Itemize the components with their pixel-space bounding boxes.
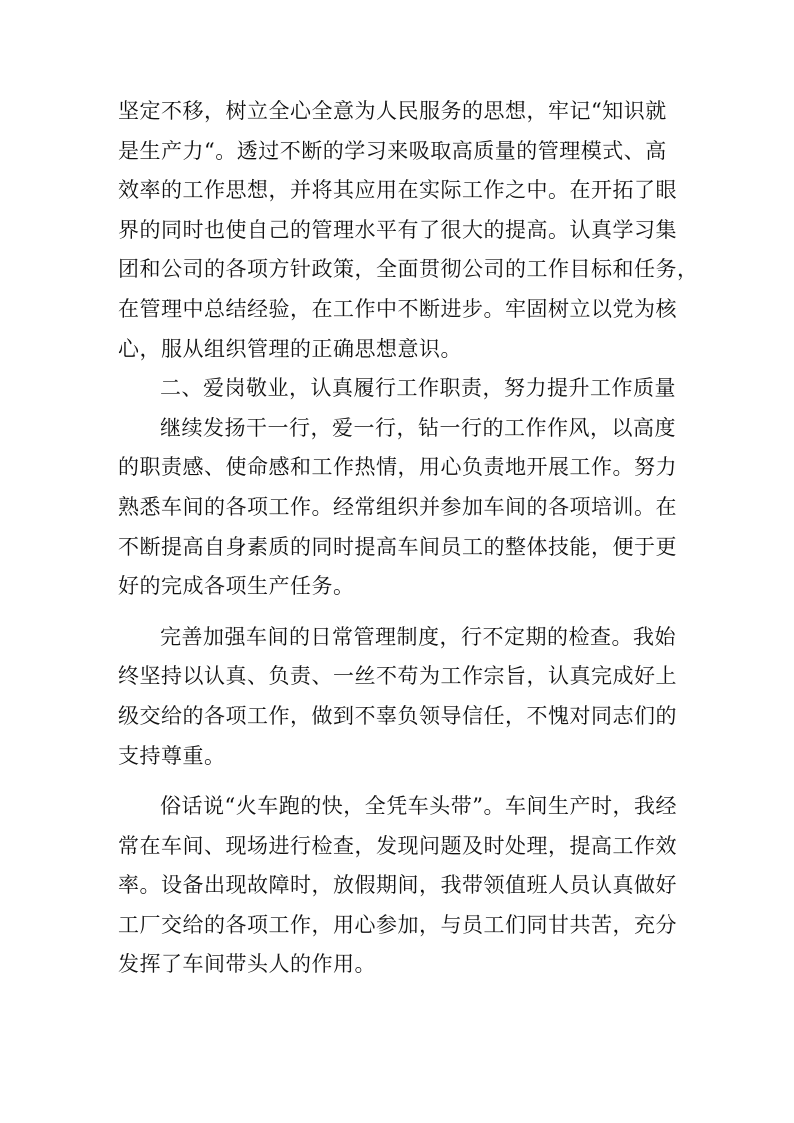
text-line: 团和公司的各项方针政策，全面贯彻公司的工作目标和任务，	[118, 257, 699, 282]
text-line: 完善加强车间的日常管理制度，行不定期的检查。我始	[160, 624, 676, 649]
text-line: 继续发扬干一行，爱一行，钻一行的工作作风，以高度	[160, 415, 676, 440]
section-heading	[118, 369, 678, 409]
text-line: 效率的工作思想，并将其应用在实际工作之中。在开拓了眼	[118, 178, 677, 203]
text-line: 发挥了车间带头人的作用。	[118, 952, 376, 977]
paragraph-4	[118, 787, 678, 985]
document-body	[118, 92, 699, 985]
text-line: 熟悉车间的各项工作。经常组织并参加车间的各项培训。在	[118, 494, 677, 519]
text-line: 级交给的各项工作，做到不辜负领导信任，不愧对同志们的	[118, 703, 677, 728]
heading-line: 二、爱岗敬业，认真履行工作职责，努力提升工作质量	[160, 376, 676, 401]
paragraph-3	[118, 618, 678, 776]
text-line: 坚定不移，树立全心全意为人民服务的思想，牢记“知识就	[118, 99, 667, 123]
text-line: 的职责感、使命感和工作热情，用心负责地开展工作。努力	[118, 455, 677, 480]
text-line: 好的完成各项生产任务。	[118, 574, 355, 599]
paragraph-1	[118, 92, 699, 369]
text-line: 常在车间、现场进行检查，发现问题及时处理，提高工作效	[118, 833, 677, 858]
text-line: 支持尊重。	[118, 743, 226, 768]
text-line: 心，服从组织管理的正确思想意识。	[118, 336, 462, 361]
text-line: 不断提高自身素质的同时提高车间员工的整体技能，便于更	[118, 534, 677, 559]
text-line: 在管理中总结经验，在工作中不断进步。牢固树立以党为核	[118, 296, 677, 321]
text-line: 界的同时也使自己的管理水平有了很大的提高。认真学习集	[118, 217, 677, 242]
paragraph-2	[118, 409, 678, 607]
text-line: 率。设备出现故障时，放假期间，我带领值班人员认真做好	[118, 873, 677, 898]
text-line: 俗话说“火车跑的快，全凭车头带”。车间生产时，我经	[160, 794, 677, 819]
text-line: 工厂交给的各项工作，用心参加，与员工们同甘共苦，充分	[118, 912, 677, 937]
text-line: 是生产力“。透过不断的学习来吸取高质量的管理模式、高	[118, 138, 667, 163]
text-line: 终坚持以认真、负责、一丝不苟为工作宗旨，认真完成好上	[118, 664, 677, 689]
